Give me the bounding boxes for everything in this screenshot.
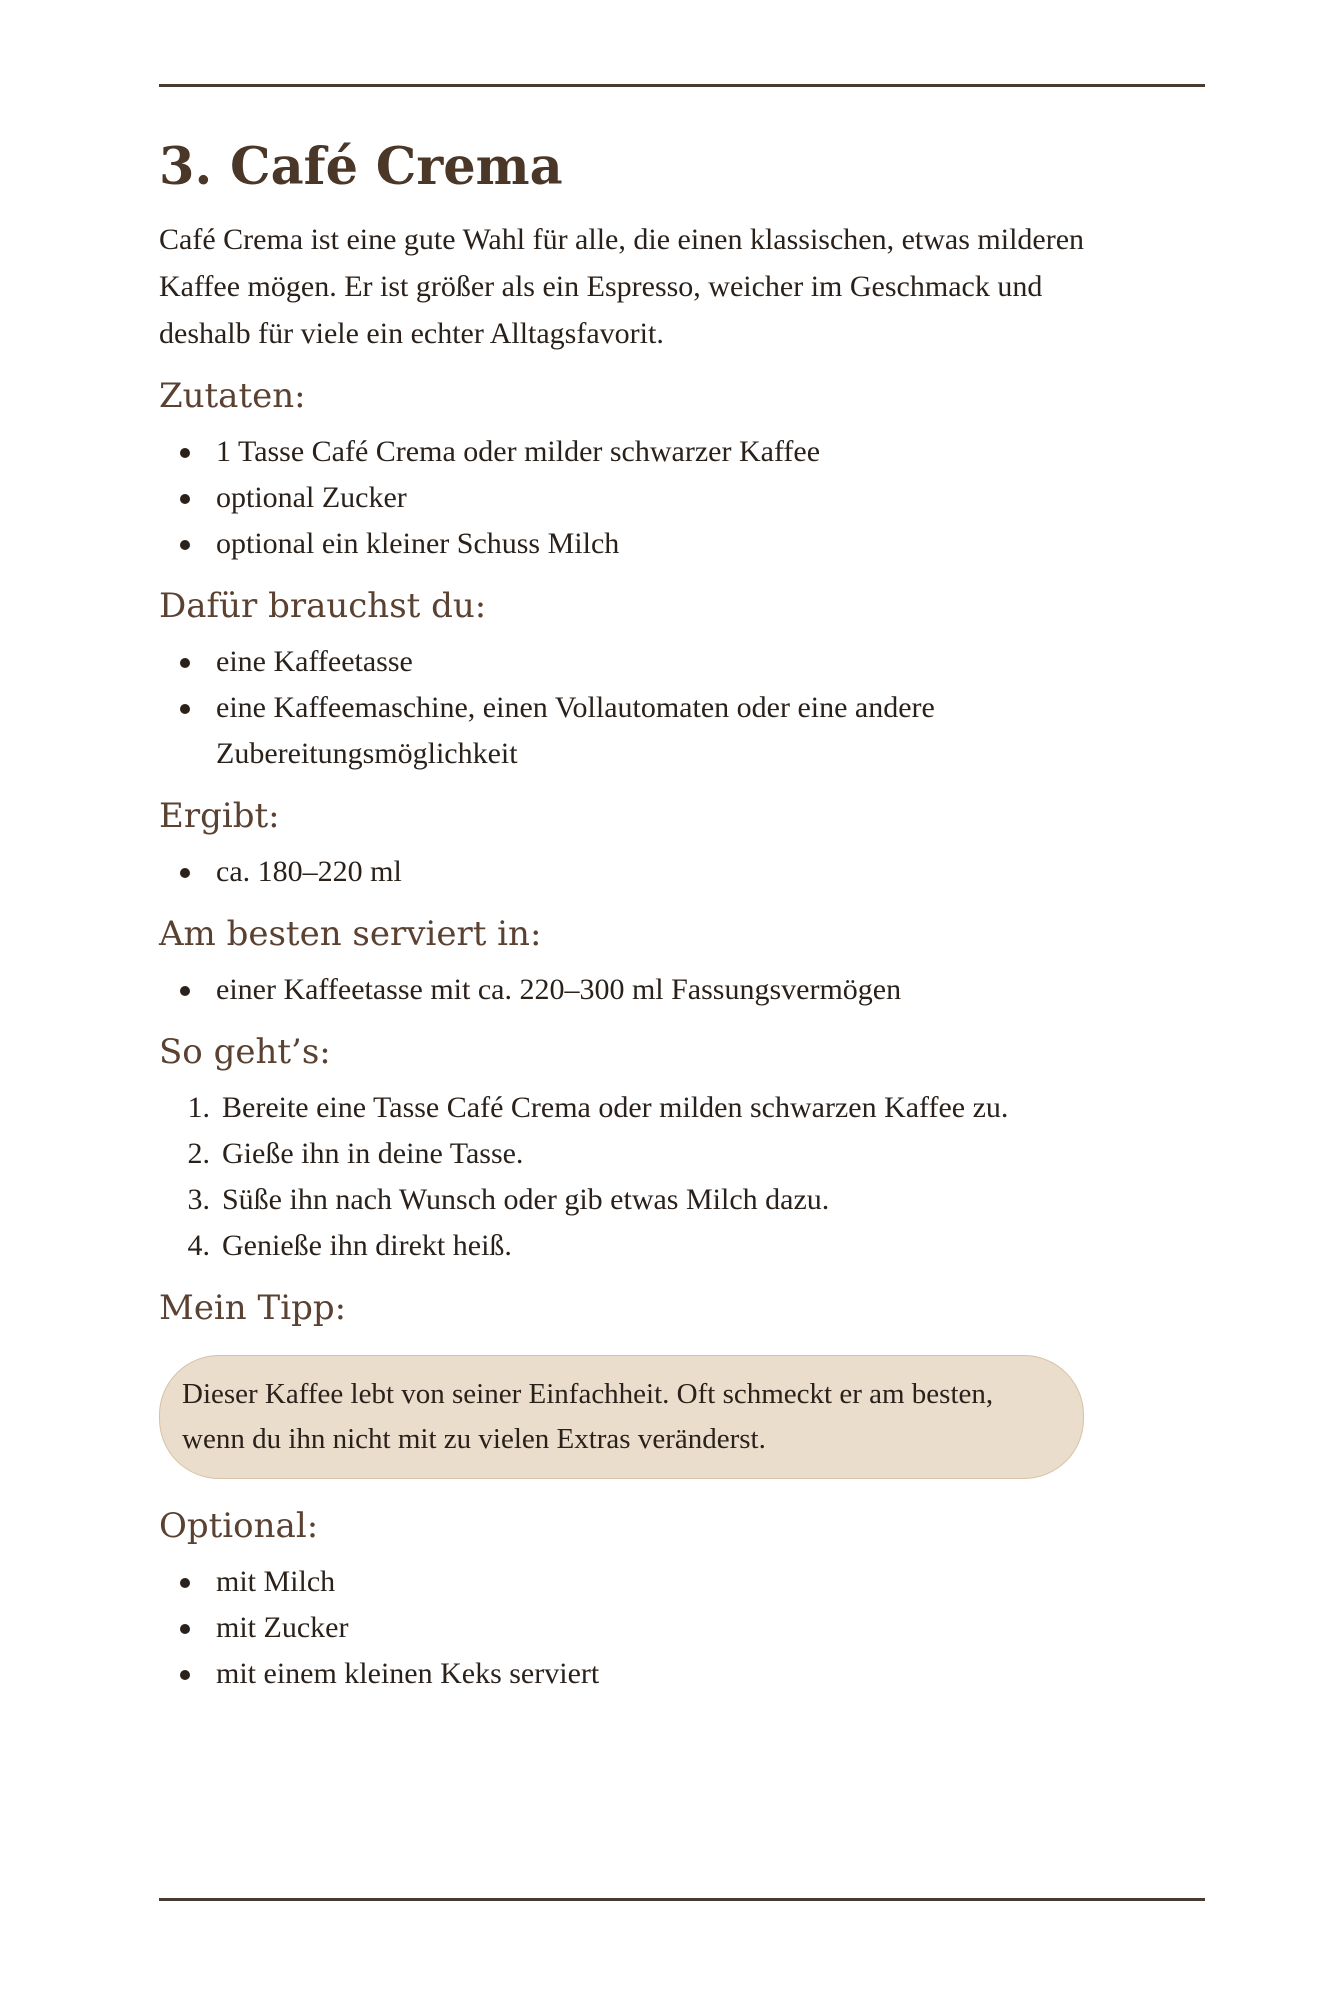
step-item: [159, 1085, 1119, 1131]
step-text: Süße ihn nach Wunsch oder gib etwas Milch dazu.: [222, 1183, 830, 1216]
steps-heading: So geht’s:: [159, 1032, 331, 1072]
list-item: ca. 180–220 ml: [159, 849, 1119, 895]
list-item: optional ein kleiner Schuss Milch: [159, 521, 1119, 567]
step-text: Gieße ihn in deine Tasse.: [222, 1137, 524, 1170]
list-item: optional Zucker: [159, 475, 1119, 521]
ingredients-list: [159, 429, 1119, 567]
tip-box: Dieser Kaffee lebt von seiner Einfachheit. Oft schmeckt er am besten, wenn du ihn nicht mit zu vielen Extras veränderst.: [159, 1355, 1084, 1479]
step-number: 4.: [187, 1229, 210, 1262]
top-rule: [159, 84, 1205, 87]
list-item: eine Kaffeetasse: [159, 639, 1119, 685]
list-item: eine Kaffeemaschine, einen Vollautomaten oder eine andere Zubereitungsmöglichkeit: [159, 685, 976, 777]
recipe-title: 3. Café Crema: [159, 137, 563, 197]
list-item: 1 Tasse Café Crema oder milder schwarzer Kaffee: [159, 429, 1119, 475]
list-item: mit einem kleinen Keks serviert: [159, 1651, 1119, 1697]
step-item: [159, 1177, 1119, 1223]
step-text: Bereite eine Tasse Café Crema oder milden schwarzen Kaffee zu.: [222, 1091, 1009, 1124]
step-text: Genieße ihn direkt heiß.: [222, 1229, 512, 1262]
list-item: mit Zucker: [159, 1605, 1119, 1651]
step-number: 3.: [187, 1183, 210, 1216]
list-item: mit Milch: [159, 1559, 1119, 1605]
ingredients-heading: Zutaten:: [159, 376, 306, 416]
yield-heading: Ergibt:: [159, 796, 280, 836]
tip-heading: Mein Tipp:: [159, 1288, 347, 1328]
list-item: einer Kaffeetasse mit ca. 220–300 ml Fassungsvermögen: [159, 967, 1119, 1013]
recipe-page: [159, 126, 1119, 1697]
serving-list: [159, 967, 1119, 1013]
serving-heading: Am besten serviert in:: [159, 914, 542, 954]
step-item: [159, 1223, 1119, 1269]
recipe-intro: Café Crema ist eine gute Wahl für alle, die einen klassischen, etwas milderen Kaffee mögen. Er ist größer als ein Espresso, weicher im Geschmack und deshalb für viele ein echter Alltagsfavorit.: [159, 223, 1085, 350]
yield-list: [159, 849, 1119, 895]
optional-heading: Optional:: [159, 1506, 319, 1546]
equipment-heading: Dafür brauchst du:: [159, 586, 487, 626]
steps-list: [159, 1085, 1119, 1269]
optional-list: [159, 1559, 1119, 1697]
equipment-list: [159, 639, 1119, 777]
step-number: 2.: [187, 1137, 210, 1170]
bottom-rule: [159, 1898, 1205, 1901]
step-item: [159, 1131, 1119, 1177]
step-number: 1.: [187, 1091, 210, 1124]
